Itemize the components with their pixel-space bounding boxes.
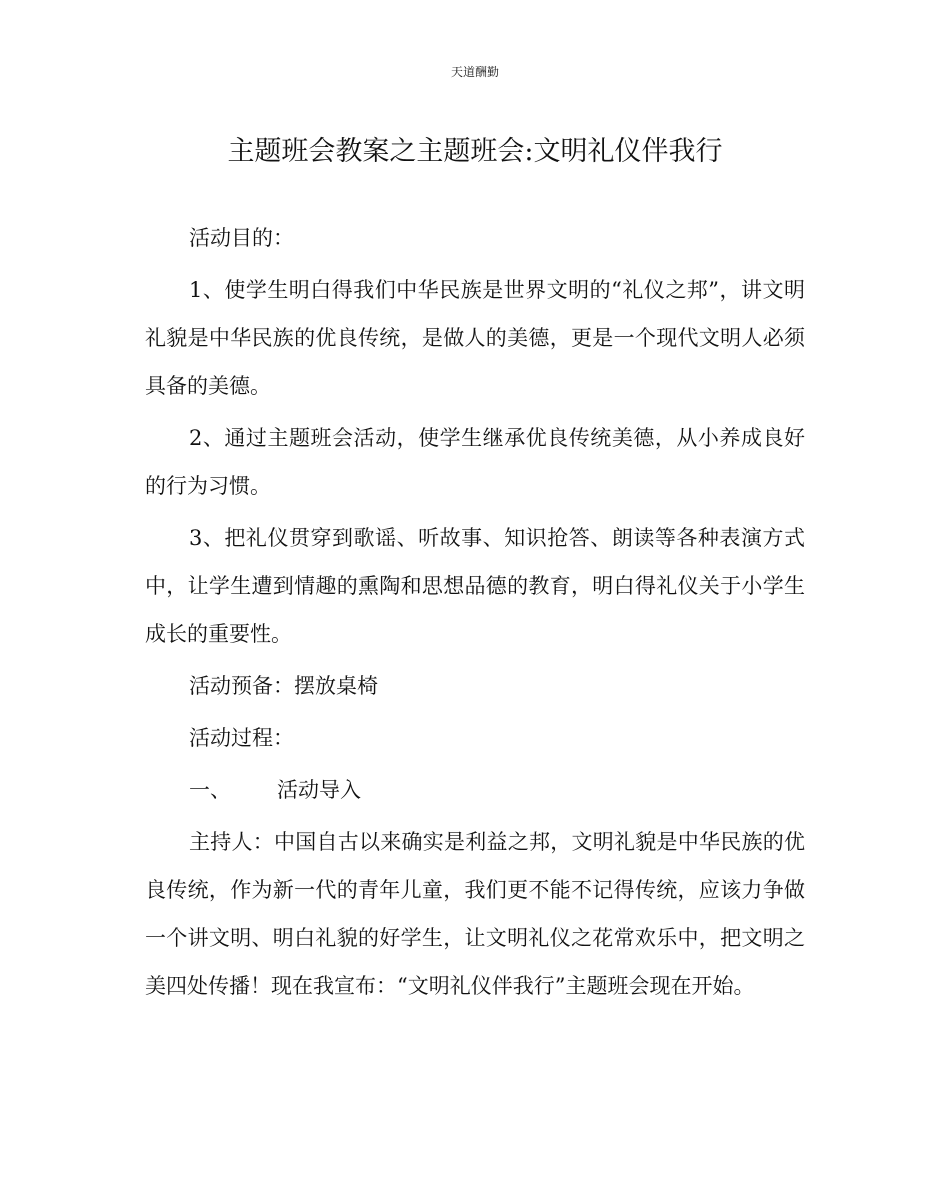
paragraph-preparation: 活动预备：摆放桌椅 (189, 674, 378, 698)
section-heading (145, 766, 805, 814)
paragraph-host-speech: 主持人：中国自古以来确实是利益之邦，文明礼貌是中华民族的优良传统，作为新一代的青年儿童，我们更不能不记得传统，应该力争做一个讲文明、明白礼貌的好学生，让文明礼仪之花常欢乐中，把文明之美四处传播！现在我宣布：“文明礼仪伴我行”主题班会现在开始。 (145, 830, 805, 998)
paragraph-purpose-3: 3、把礼仪贯穿到歌谣、听故事、知识抢答、朗读等各种表演方式中，让学生遭到情趣的熏陶和思想品德的教育，明白得礼仪关于小学生成长的重要性。 (145, 526, 805, 646)
document-title: 主题班会教案之主题班会:文明礼仪伴我行 (227, 136, 723, 167)
section-heading-text: 活动导入 (277, 778, 361, 802)
paragraph-purpose-1: 1、使学生明白得我们中华民族是世界文明的“礼仪之邦”，讲文明礼貌是中华民族的优良传统，是做人的美德，更是一个现代文明人必须具备的美德。 (145, 278, 805, 398)
page-header: 天道酬勤 (450, 65, 499, 79)
paragraph-purpose-heading: 活动目的： (189, 226, 294, 250)
document-body (145, 214, 805, 1014)
paragraph-purpose-2: 2、通过主题班会活动，使学生继承优良传统美德，从小养成良好的行为习惯。 (145, 426, 805, 498)
section-heading-number: 一、 (189, 778, 231, 802)
paragraph-process-heading: 活动过程： (189, 726, 294, 750)
